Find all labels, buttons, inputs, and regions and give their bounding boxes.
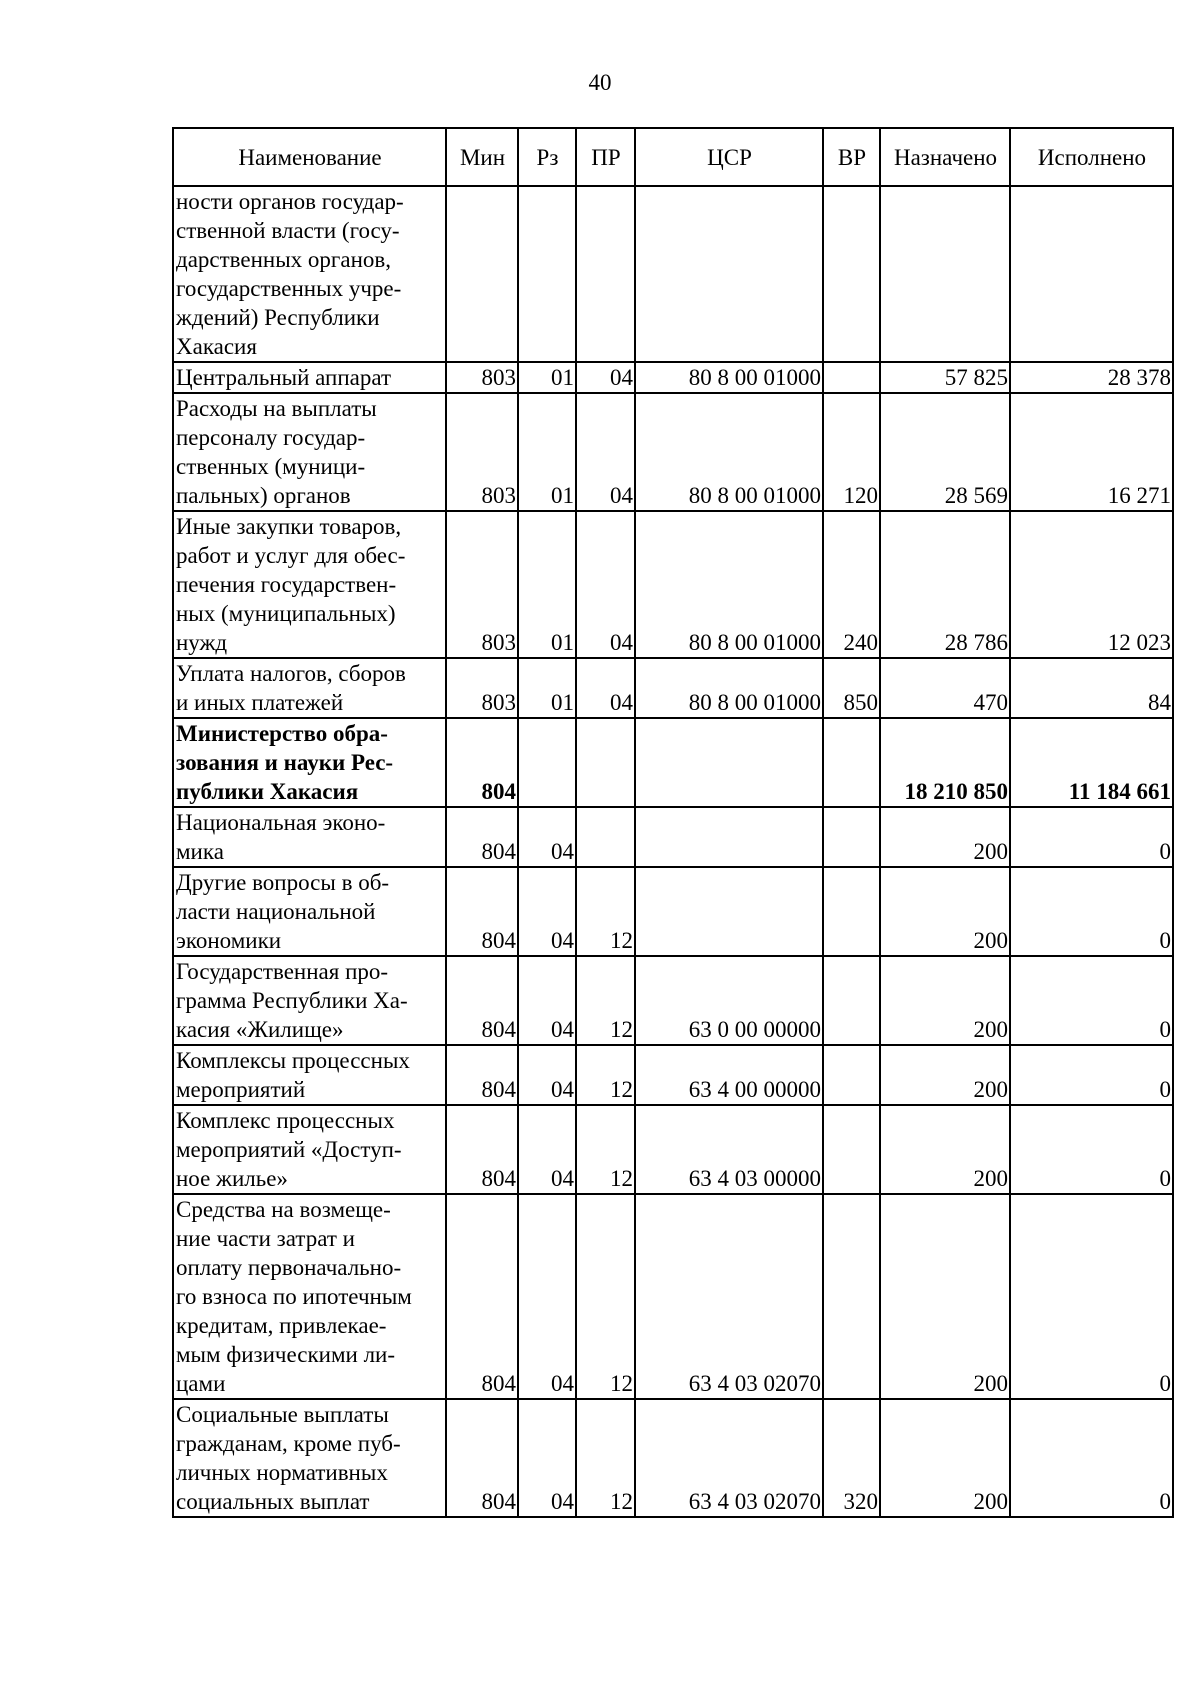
table-row: [173, 658, 1173, 718]
cell-assigned: 200: [880, 1045, 1010, 1105]
cell-pr: [576, 807, 635, 867]
cell-min: 804: [446, 956, 518, 1045]
header-rz: Рз: [518, 128, 576, 186]
cell-pr: [576, 186, 635, 362]
cell-min: 804: [446, 718, 518, 807]
cell-executed: 0: [1010, 807, 1173, 867]
table-row: [173, 956, 1173, 1045]
cell-assigned: 57 825: [880, 362, 1010, 393]
cell-name: Национальная эконо- мика: [173, 807, 446, 867]
cell-min: [446, 186, 518, 362]
cell-pr: 12: [576, 1045, 635, 1105]
cell-assigned: 18 210 850: [880, 718, 1010, 807]
cell-rz: 01: [518, 393, 576, 511]
cell-executed: 0: [1010, 956, 1173, 1045]
cell-pr: 12: [576, 1105, 635, 1194]
cell-name: Социальные выплаты гражданам, кроме пуб- личных нормативных социальных выплат: [173, 1399, 446, 1517]
cell-min: 803: [446, 362, 518, 393]
cell-vr: [823, 867, 880, 956]
header-executed: Исполнено: [1010, 128, 1173, 186]
header-name: Наименование: [173, 128, 446, 186]
cell-name: Уплата налогов, сборов и иных платежей: [173, 658, 446, 718]
cell-executed: 0: [1010, 1194, 1173, 1399]
cell-pr: 12: [576, 956, 635, 1045]
cell-vr: [823, 362, 880, 393]
cell-min: 804: [446, 1045, 518, 1105]
cell-executed: [1010, 186, 1173, 362]
cell-executed: 11 184 661: [1010, 718, 1173, 807]
cell-rz: 04: [518, 1194, 576, 1399]
table-row: [173, 718, 1173, 807]
budget-table: [172, 127, 1174, 1518]
cell-vr: [823, 1194, 880, 1399]
cell-name: Комплекс процессных мероприятий «Доступ- ное жилье»: [173, 1105, 446, 1194]
cell-pr: 04: [576, 393, 635, 511]
cell-name: ности органов государ- ственной власти (госу- дарственных органов, государственных учре- ждений) Республики Хакасия: [173, 186, 446, 362]
cell-name: Иные закупки товаров, работ и услуг для обес- печения государствен- ных (муниципальных) нужд: [173, 511, 446, 658]
cell-csr: [635, 867, 823, 956]
cell-vr: [823, 1105, 880, 1194]
header-vr: ВР: [823, 128, 880, 186]
cell-assigned: [880, 186, 1010, 362]
cell-assigned: 200: [880, 1194, 1010, 1399]
cell-rz: [518, 718, 576, 807]
cell-csr: 80 8 00 01000: [635, 511, 823, 658]
table-row: [173, 807, 1173, 867]
cell-pr: 12: [576, 867, 635, 956]
cell-min: 804: [446, 1194, 518, 1399]
cell-vr: 320: [823, 1399, 880, 1517]
table-row: [173, 867, 1173, 956]
cell-vr: 240: [823, 511, 880, 658]
cell-assigned: 200: [880, 867, 1010, 956]
cell-assigned: 470: [880, 658, 1010, 718]
table-row: [173, 362, 1173, 393]
cell-csr: 63 4 00 00000: [635, 1045, 823, 1105]
cell-name: Другие вопросы в об- ласти национальной экономики: [173, 867, 446, 956]
cell-csr: [635, 807, 823, 867]
cell-name: Комплексы процессных мероприятий: [173, 1045, 446, 1105]
cell-assigned: 200: [880, 807, 1010, 867]
header-pr: ПР: [576, 128, 635, 186]
cell-rz: 01: [518, 658, 576, 718]
cell-rz: 04: [518, 1105, 576, 1194]
cell-vr: 850: [823, 658, 880, 718]
cell-rz: 04: [518, 1399, 576, 1517]
cell-name: Государственная про- грамма Республики Ха- касия «Жилище»: [173, 956, 446, 1045]
cell-vr: [823, 718, 880, 807]
cell-executed: 16 271: [1010, 393, 1173, 511]
table-row: [173, 186, 1173, 362]
cell-pr: 12: [576, 1399, 635, 1517]
cell-rz: 04: [518, 867, 576, 956]
cell-name: Средства на возмеще- ние части затрат и оплату первоначально- го взноса по ипотечным кредитам, привлекае- мым физическими ли- цами: [173, 1194, 446, 1399]
cell-vr: [823, 807, 880, 867]
table-row: [173, 1194, 1173, 1399]
cell-executed: 0: [1010, 867, 1173, 956]
cell-executed: 12 023: [1010, 511, 1173, 658]
cell-name: Министерство обра- зования и науки Рес- публики Хакасия: [173, 718, 446, 807]
cell-executed: 28 378: [1010, 362, 1173, 393]
cell-csr: 63 0 00 00000: [635, 956, 823, 1045]
cell-min: 803: [446, 658, 518, 718]
cell-min: 803: [446, 393, 518, 511]
cell-vr: [823, 1045, 880, 1105]
cell-assigned: 200: [880, 1105, 1010, 1194]
cell-csr: 80 8 00 01000: [635, 362, 823, 393]
table-row: [173, 1105, 1173, 1194]
cell-pr: [576, 718, 635, 807]
cell-assigned: 200: [880, 956, 1010, 1045]
cell-rz: 04: [518, 807, 576, 867]
cell-rz: 04: [518, 1045, 576, 1105]
cell-csr: [635, 186, 823, 362]
cell-executed: 0: [1010, 1045, 1173, 1105]
cell-vr: [823, 956, 880, 1045]
header-min: Мин: [446, 128, 518, 186]
cell-assigned: 28 786: [880, 511, 1010, 658]
cell-executed: 0: [1010, 1105, 1173, 1194]
cell-csr: 80 8 00 01000: [635, 393, 823, 511]
cell-csr: 80 8 00 01000: [635, 658, 823, 718]
cell-rz: [518, 186, 576, 362]
cell-rz: 01: [518, 362, 576, 393]
header-assigned: Назначено: [880, 128, 1010, 186]
table-row: [173, 511, 1173, 658]
cell-min: 804: [446, 807, 518, 867]
page-number: 40: [588, 70, 612, 95]
cell-name: Центральный аппарат: [173, 362, 446, 393]
cell-executed: 84: [1010, 658, 1173, 718]
cell-csr: 63 4 03 00000: [635, 1105, 823, 1194]
cell-rz: 01: [518, 511, 576, 658]
table-body: [173, 186, 1173, 1517]
table-row: [173, 393, 1173, 511]
cell-name: Расходы на выплаты персоналу государ- ственных (муници- пальных) органов: [173, 393, 446, 511]
cell-min: 804: [446, 1399, 518, 1517]
table-row: [173, 1045, 1173, 1105]
cell-pr: 04: [576, 658, 635, 718]
cell-assigned: 28 569: [880, 393, 1010, 511]
cell-csr: 63 4 03 02070: [635, 1399, 823, 1517]
cell-assigned: 200: [880, 1399, 1010, 1517]
cell-rz: 04: [518, 956, 576, 1045]
cell-pr: 12: [576, 1194, 635, 1399]
cell-csr: [635, 718, 823, 807]
cell-vr: [823, 186, 880, 362]
cell-min: 804: [446, 1105, 518, 1194]
table-row: [173, 1399, 1173, 1517]
cell-pr: 04: [576, 511, 635, 658]
header-row: [173, 128, 1173, 186]
header-csr: ЦСР: [635, 128, 823, 186]
cell-vr: 120: [823, 393, 880, 511]
cell-pr: 04: [576, 362, 635, 393]
cell-csr: 63 4 03 02070: [635, 1194, 823, 1399]
cell-executed: 0: [1010, 1399, 1173, 1517]
cell-min: 803: [446, 511, 518, 658]
cell-min: 804: [446, 867, 518, 956]
